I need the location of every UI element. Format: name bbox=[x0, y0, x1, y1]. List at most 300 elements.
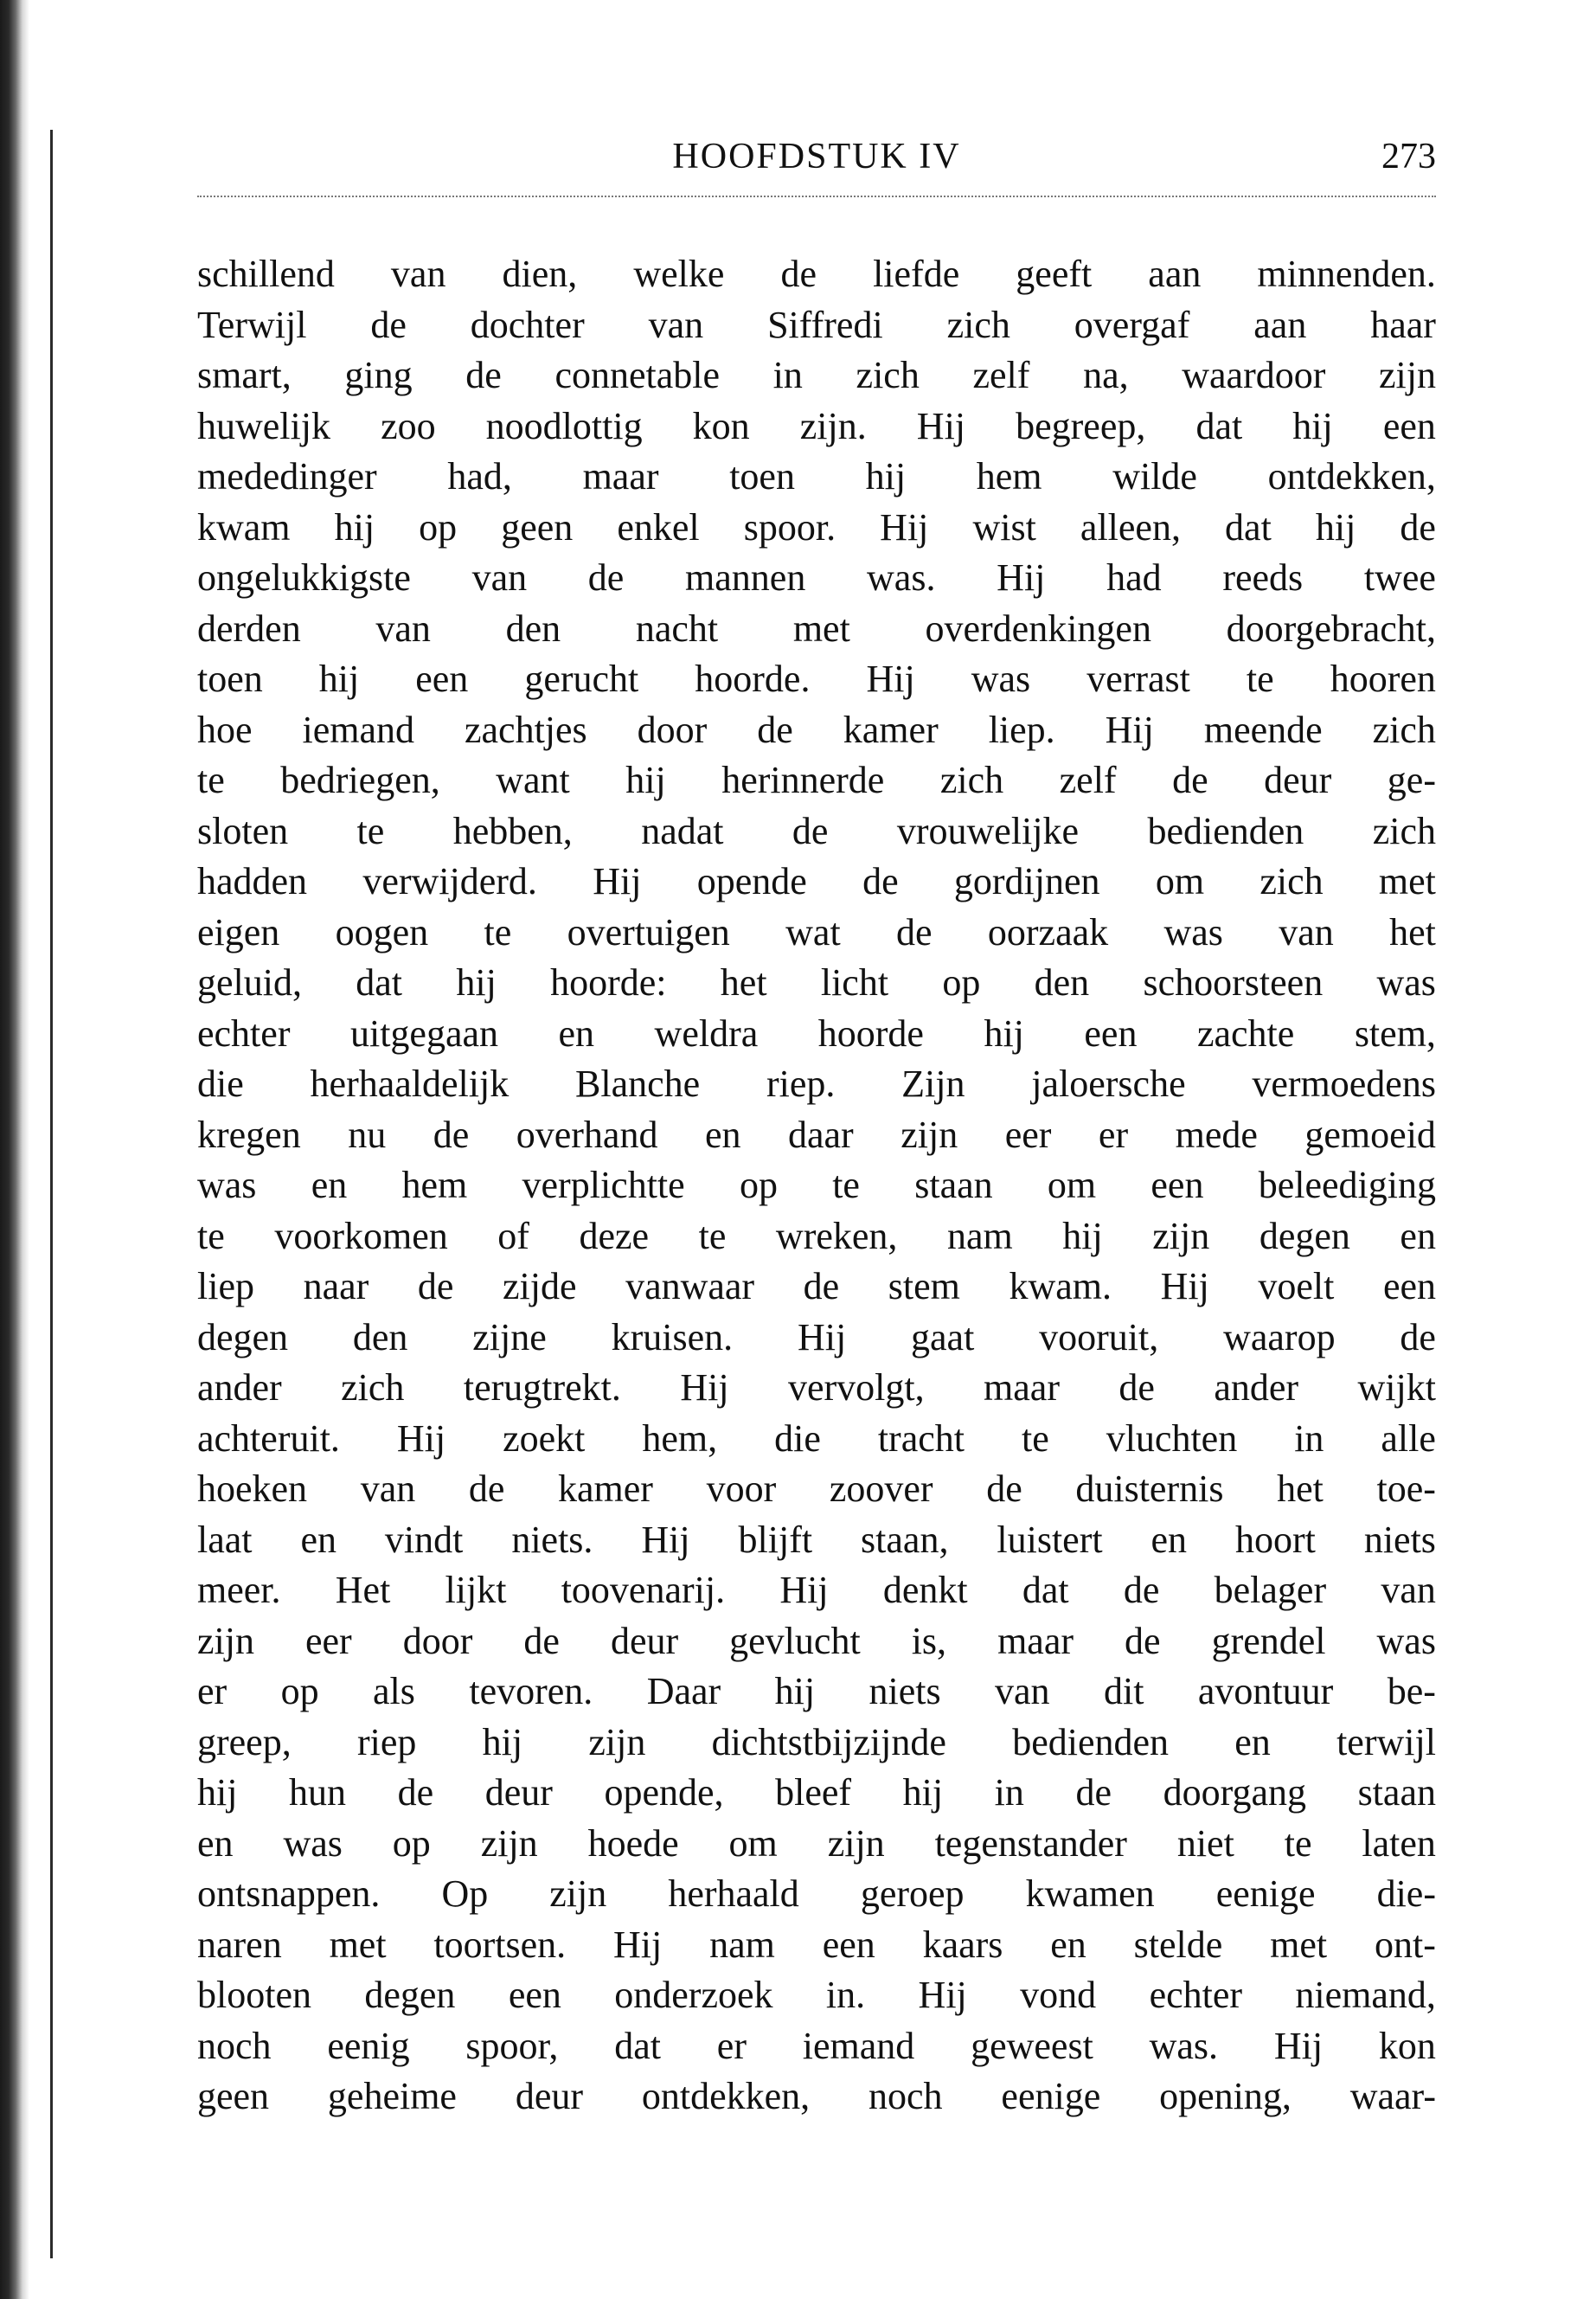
word: niets bbox=[869, 1670, 941, 1712]
word: blijft bbox=[738, 1518, 813, 1561]
word: deur bbox=[610, 1619, 679, 1662]
text-line bbox=[197, 1059, 1436, 1110]
word: eigen bbox=[197, 910, 280, 954]
word: kwam. bbox=[1009, 1265, 1112, 1307]
text-line bbox=[197, 452, 1436, 503]
word: staan bbox=[914, 1164, 993, 1206]
word: liep bbox=[197, 1265, 254, 1307]
word: opening, bbox=[1159, 2075, 1292, 2117]
word: vooruit, bbox=[1039, 1315, 1159, 1358]
text-line bbox=[197, 300, 1436, 351]
word: hij bbox=[984, 1011, 1024, 1055]
word: twee bbox=[1363, 556, 1436, 599]
word: liefde bbox=[873, 253, 960, 295]
word: onderzoek bbox=[614, 1974, 773, 2016]
word: terwijl bbox=[1336, 1720, 1436, 1763]
word: met bbox=[1270, 1923, 1328, 1966]
word: door bbox=[402, 1619, 473, 1662]
word: eer bbox=[305, 1619, 352, 1662]
word: hij bbox=[334, 505, 375, 549]
word: ge- bbox=[1387, 759, 1436, 801]
word: achteruit. bbox=[197, 1416, 340, 1460]
word: eenige bbox=[1215, 1872, 1316, 1915]
word: uitgegaan bbox=[349, 1011, 499, 1055]
word: den bbox=[352, 1315, 408, 1358]
word: geen bbox=[197, 2075, 270, 2117]
text-line bbox=[197, 1768, 1436, 1819]
text-line bbox=[197, 350, 1436, 401]
word: zich bbox=[939, 759, 1004, 801]
word: meende bbox=[1203, 708, 1323, 751]
word: hij bbox=[1315, 505, 1356, 549]
word: Terwijl bbox=[197, 303, 307, 346]
word: dat bbox=[1022, 1569, 1069, 1611]
word: hoorde. bbox=[695, 658, 811, 700]
word: zachte bbox=[1196, 1011, 1295, 1055]
word: hooren bbox=[1330, 658, 1436, 700]
word: nam bbox=[709, 1923, 775, 1966]
word: zich bbox=[946, 303, 1010, 346]
word: zijn bbox=[827, 1821, 885, 1865]
word: mannen bbox=[685, 556, 806, 599]
text-line bbox=[197, 2021, 1436, 2072]
word: meer. bbox=[197, 1569, 281, 1611]
word: en bbox=[311, 1164, 348, 1206]
word: de bbox=[780, 253, 817, 295]
word: enkel bbox=[617, 505, 700, 549]
word: van bbox=[1381, 1569, 1436, 1611]
word: duisternis bbox=[1075, 1467, 1224, 1510]
word: hij bbox=[1292, 404, 1333, 447]
word: in bbox=[1294, 1416, 1324, 1460]
word: iemand bbox=[302, 708, 415, 751]
word: oogen bbox=[335, 910, 429, 954]
word: met bbox=[792, 607, 850, 650]
word: kwam bbox=[197, 505, 291, 549]
word: hij bbox=[482, 1720, 523, 1763]
word: ontdekken, bbox=[1267, 455, 1436, 498]
word: de bbox=[433, 1113, 470, 1156]
word: de bbox=[587, 556, 625, 599]
word: staan bbox=[1357, 1771, 1436, 1814]
word: het bbox=[720, 961, 767, 1004]
word: kamer bbox=[558, 1467, 653, 1510]
word: hadden bbox=[197, 860, 308, 902]
word: luistert bbox=[997, 1518, 1103, 1561]
text-line bbox=[197, 1515, 1436, 1566]
word: mededinger bbox=[197, 455, 377, 498]
page-binding-edge bbox=[0, 0, 29, 2299]
word: gerucht bbox=[524, 658, 639, 700]
word: gemoeid bbox=[1304, 1113, 1436, 1156]
word: hij bbox=[456, 961, 497, 1004]
word: minnenden. bbox=[1257, 253, 1436, 295]
text-line bbox=[197, 857, 1436, 908]
word: zijn bbox=[1152, 1214, 1210, 1257]
word: er bbox=[1098, 1113, 1129, 1156]
word: deur bbox=[515, 2075, 584, 2117]
word: niets. bbox=[511, 1518, 593, 1561]
word: was bbox=[1163, 910, 1223, 954]
word: Hij bbox=[680, 1366, 729, 1409]
word: te bbox=[356, 809, 385, 852]
word: nacht bbox=[635, 607, 719, 650]
text-line bbox=[197, 1869, 1436, 1920]
word: belager bbox=[1214, 1569, 1327, 1611]
word: zijn bbox=[1379, 354, 1436, 396]
word: degen bbox=[197, 1315, 289, 1358]
word: geheime bbox=[327, 2075, 457, 2117]
word: doorgebracht, bbox=[1226, 607, 1436, 650]
word: geluid, bbox=[197, 961, 302, 1004]
word: de bbox=[803, 1265, 840, 1307]
word: dat bbox=[356, 961, 403, 1004]
text-line bbox=[197, 1616, 1436, 1667]
word: mede bbox=[1175, 1113, 1258, 1156]
word: ont- bbox=[1374, 1923, 1436, 1966]
word: die bbox=[197, 1063, 244, 1105]
text-line bbox=[197, 806, 1436, 857]
word: te bbox=[832, 1164, 860, 1206]
word: verplichtte bbox=[522, 1164, 685, 1206]
word: hij bbox=[318, 658, 360, 700]
word: want bbox=[496, 759, 570, 801]
word: begreep, bbox=[1016, 404, 1146, 447]
word: Hij bbox=[396, 1416, 446, 1460]
word: van bbox=[995, 1670, 1050, 1712]
word: hoe bbox=[197, 708, 253, 751]
word: de bbox=[862, 860, 899, 902]
word: op bbox=[739, 1164, 778, 1206]
word: degen bbox=[1259, 1214, 1350, 1257]
text-line bbox=[197, 401, 1436, 453]
word: herinnerde bbox=[721, 759, 885, 801]
word: de bbox=[397, 1771, 434, 1814]
word: eenig bbox=[327, 2024, 410, 2067]
word: om bbox=[728, 1821, 778, 1865]
body-text bbox=[197, 249, 1436, 2122]
word: voelt bbox=[1258, 1265, 1335, 1307]
word: gevlucht bbox=[729, 1619, 861, 1662]
text-line bbox=[197, 1718, 1436, 1769]
word: dien, bbox=[502, 253, 578, 295]
word: van bbox=[648, 303, 704, 346]
word: zelf bbox=[1059, 759, 1117, 801]
word: in. bbox=[825, 1974, 866, 2016]
word: de bbox=[370, 303, 407, 346]
word: sloten bbox=[197, 809, 289, 852]
word: als bbox=[373, 1670, 415, 1712]
word: blooten bbox=[197, 1974, 311, 2016]
word: dochter bbox=[470, 303, 585, 346]
word: bedriegen, bbox=[280, 759, 440, 801]
word: door bbox=[637, 708, 708, 751]
text-line bbox=[197, 1262, 1436, 1313]
word: dichtstbijzijnde bbox=[711, 1720, 946, 1763]
word: reeds bbox=[1222, 556, 1304, 599]
word: echter bbox=[197, 1011, 291, 1055]
word: hoede bbox=[587, 1821, 679, 1865]
word: Hij bbox=[779, 1569, 829, 1611]
word: of bbox=[497, 1214, 529, 1257]
word: hoorde: bbox=[550, 961, 667, 1004]
word: van bbox=[471, 556, 528, 599]
word: Op bbox=[441, 1872, 489, 1915]
word: kon bbox=[692, 404, 750, 447]
word: overdenkingen bbox=[925, 607, 1151, 650]
word: opende bbox=[696, 860, 807, 902]
header-dotted-rule bbox=[197, 196, 1436, 197]
word: voorkomen bbox=[274, 1214, 448, 1257]
text-line bbox=[197, 958, 1436, 1009]
word: doorgang bbox=[1163, 1771, 1306, 1814]
word: overtuigen bbox=[567, 910, 730, 954]
word: waardoor bbox=[1182, 354, 1326, 396]
word: had bbox=[1106, 556, 1162, 599]
word: Hij bbox=[641, 1518, 690, 1561]
word: niemand, bbox=[1295, 1974, 1436, 2016]
word: toe- bbox=[1376, 1467, 1436, 1510]
word: schoorsteen bbox=[1143, 961, 1324, 1004]
word: degen bbox=[364, 1974, 456, 2016]
word: naren bbox=[197, 1923, 282, 1966]
word: eer bbox=[1004, 1113, 1052, 1156]
word: zich bbox=[1372, 708, 1436, 751]
word: de bbox=[1125, 1619, 1161, 1662]
word: een bbox=[1382, 1265, 1436, 1307]
text-line bbox=[197, 1819, 1436, 1870]
word: dit bbox=[1103, 1670, 1144, 1712]
word: welke bbox=[633, 253, 725, 295]
word: bleef bbox=[775, 1771, 852, 1814]
word: liep. bbox=[988, 708, 1055, 751]
word: ging bbox=[344, 354, 413, 396]
word: laten bbox=[1362, 1821, 1436, 1865]
word: met bbox=[1378, 860, 1436, 902]
word: waarop bbox=[1223, 1315, 1336, 1358]
word: zijn bbox=[901, 1113, 958, 1156]
word: vermoedens bbox=[1252, 1063, 1436, 1105]
word: was. bbox=[867, 556, 936, 599]
word: van bbox=[1279, 910, 1334, 954]
word: hij bbox=[197, 1771, 238, 1814]
word: hem bbox=[976, 455, 1042, 498]
word: op bbox=[392, 1821, 431, 1865]
word: zachtjes bbox=[464, 708, 587, 751]
word: kaars bbox=[922, 1923, 1003, 1966]
word: overgaf bbox=[1074, 303, 1190, 346]
word: Het bbox=[335, 1569, 391, 1611]
word: oorzaak bbox=[987, 910, 1109, 954]
word: kruisen. bbox=[611, 1315, 734, 1358]
word: de bbox=[757, 708, 793, 751]
word: geweest bbox=[971, 2024, 1093, 2067]
running-head bbox=[197, 128, 1436, 185]
word: zijn bbox=[549, 1872, 607, 1915]
word: zich bbox=[341, 1366, 405, 1409]
word: grendel bbox=[1211, 1619, 1326, 1662]
word: alleen, bbox=[1080, 505, 1181, 549]
word: hoorde bbox=[817, 1011, 924, 1055]
word: dat bbox=[614, 2024, 661, 2067]
word: jaloersche bbox=[1031, 1063, 1186, 1105]
word: Hij bbox=[797, 1315, 847, 1358]
word: spoor, bbox=[465, 2024, 559, 2067]
word: de bbox=[1400, 505, 1436, 549]
page-number: 273 bbox=[1381, 137, 1436, 177]
word: en bbox=[704, 1113, 741, 1156]
text-line bbox=[197, 249, 1436, 300]
word: was. bbox=[1149, 2024, 1219, 2067]
text-line bbox=[197, 1920, 1436, 1971]
word: deur bbox=[1264, 759, 1332, 801]
word: ontdekken, bbox=[641, 2075, 811, 2117]
word: vindt bbox=[384, 1518, 464, 1561]
word: toovenarij. bbox=[561, 1569, 726, 1611]
word: dat bbox=[1225, 505, 1272, 549]
word: zoo bbox=[381, 404, 436, 447]
word: en bbox=[1151, 1518, 1188, 1561]
word: de bbox=[1400, 1315, 1436, 1358]
word: deze bbox=[579, 1214, 650, 1257]
word: in bbox=[772, 354, 803, 396]
word: connetable bbox=[554, 354, 721, 396]
text-line bbox=[197, 1313, 1436, 1364]
word: daar bbox=[788, 1113, 854, 1156]
word: te bbox=[484, 910, 512, 954]
word: de bbox=[468, 1467, 505, 1510]
word: een bbox=[415, 658, 469, 700]
text-line bbox=[197, 553, 1436, 604]
word: terugtrekt. bbox=[463, 1366, 621, 1409]
word: avontuur bbox=[1197, 1670, 1334, 1712]
word: toortsen. bbox=[433, 1923, 567, 1966]
word: haar bbox=[1370, 303, 1436, 346]
word: met bbox=[329, 1923, 387, 1966]
word: Hij bbox=[866, 658, 915, 700]
word: wat bbox=[785, 910, 841, 954]
word: maar bbox=[984, 1366, 1060, 1409]
word: toen bbox=[729, 455, 795, 498]
word: verrast bbox=[1086, 658, 1190, 700]
word: laat bbox=[197, 1518, 253, 1561]
word: denkt bbox=[882, 1569, 968, 1611]
text-line bbox=[197, 1414, 1436, 1465]
word: opende, bbox=[604, 1771, 724, 1814]
word: een bbox=[1084, 1011, 1138, 1055]
text-line bbox=[197, 503, 1436, 554]
word: was bbox=[283, 1821, 343, 1865]
text-line bbox=[197, 1110, 1436, 1161]
word: Siffredi bbox=[767, 303, 883, 346]
word: noch bbox=[869, 2075, 943, 2117]
word: overhand bbox=[516, 1113, 658, 1156]
word: hij bbox=[625, 759, 666, 801]
word: om bbox=[1047, 1164, 1097, 1206]
word: Hij bbox=[997, 556, 1046, 599]
word: de bbox=[1118, 1366, 1155, 1409]
word: hem, bbox=[642, 1416, 718, 1460]
word: en bbox=[1050, 1923, 1086, 1966]
word: de bbox=[1123, 1569, 1160, 1611]
word: te bbox=[197, 1214, 225, 1257]
word: niet bbox=[1176, 1821, 1234, 1865]
word: hoort bbox=[1234, 1518, 1316, 1561]
word: op bbox=[419, 505, 458, 549]
word: noodlottig bbox=[485, 404, 643, 447]
word: derden bbox=[197, 607, 301, 650]
word: hij bbox=[865, 455, 907, 498]
word: geeft bbox=[1016, 253, 1093, 295]
word: Hij bbox=[880, 505, 929, 549]
word: die- bbox=[1376, 1872, 1436, 1915]
word: een bbox=[1151, 1164, 1204, 1206]
word: Hij bbox=[1160, 1265, 1209, 1307]
word: van bbox=[375, 607, 431, 650]
word: den bbox=[1034, 961, 1090, 1004]
word: hij bbox=[1062, 1214, 1103, 1257]
word: was bbox=[197, 1164, 257, 1206]
word: voor bbox=[706, 1467, 777, 1510]
word: beleediging bbox=[1258, 1164, 1436, 1206]
word: vond bbox=[1020, 1974, 1097, 2016]
word: kon bbox=[1378, 2024, 1436, 2067]
text-line bbox=[197, 654, 1436, 705]
word: en bbox=[300, 1518, 337, 1561]
word: was bbox=[971, 658, 1031, 700]
word: na, bbox=[1083, 354, 1129, 396]
text-line bbox=[197, 1363, 1436, 1414]
word: hoeken bbox=[197, 1467, 308, 1510]
word: een bbox=[822, 1923, 875, 1966]
word: en bbox=[197, 1821, 234, 1865]
word: deur bbox=[484, 1771, 553, 1814]
word: Hij bbox=[1105, 708, 1154, 751]
word: stelde bbox=[1133, 1923, 1223, 1966]
word: echter bbox=[1149, 1974, 1243, 2016]
word: gaat bbox=[911, 1315, 975, 1358]
word: eenige bbox=[1001, 2075, 1101, 2117]
word: vervolgt, bbox=[787, 1366, 925, 1409]
word: de bbox=[986, 1467, 1022, 1510]
word: zijne bbox=[472, 1315, 547, 1358]
word: in bbox=[994, 1771, 1024, 1814]
word: weldra bbox=[654, 1011, 759, 1055]
text-line bbox=[197, 755, 1436, 806]
word: een bbox=[508, 1974, 561, 2016]
text-line bbox=[197, 1009, 1436, 1060]
text-line bbox=[197, 1160, 1436, 1211]
word: te bbox=[1246, 658, 1274, 700]
word: de bbox=[417, 1265, 454, 1307]
word: geroep bbox=[860, 1872, 965, 1915]
word: dat bbox=[1195, 404, 1243, 447]
word: wreken, bbox=[775, 1214, 898, 1257]
word: vluchten bbox=[1106, 1416, 1238, 1460]
word: tevoren. bbox=[469, 1670, 593, 1712]
word: van bbox=[390, 253, 446, 295]
word: lijkt bbox=[445, 1569, 507, 1611]
word: zijn. bbox=[799, 404, 867, 447]
word: naar bbox=[303, 1265, 369, 1307]
word: was bbox=[1376, 961, 1436, 1004]
word: riep. bbox=[766, 1063, 836, 1105]
word: nam bbox=[946, 1214, 1013, 1257]
word: zijn bbox=[480, 1821, 538, 1865]
word: riep bbox=[356, 1720, 417, 1763]
word: kregen bbox=[197, 1113, 301, 1156]
chapter-title: HOOFDSTUK IV bbox=[672, 137, 961, 177]
